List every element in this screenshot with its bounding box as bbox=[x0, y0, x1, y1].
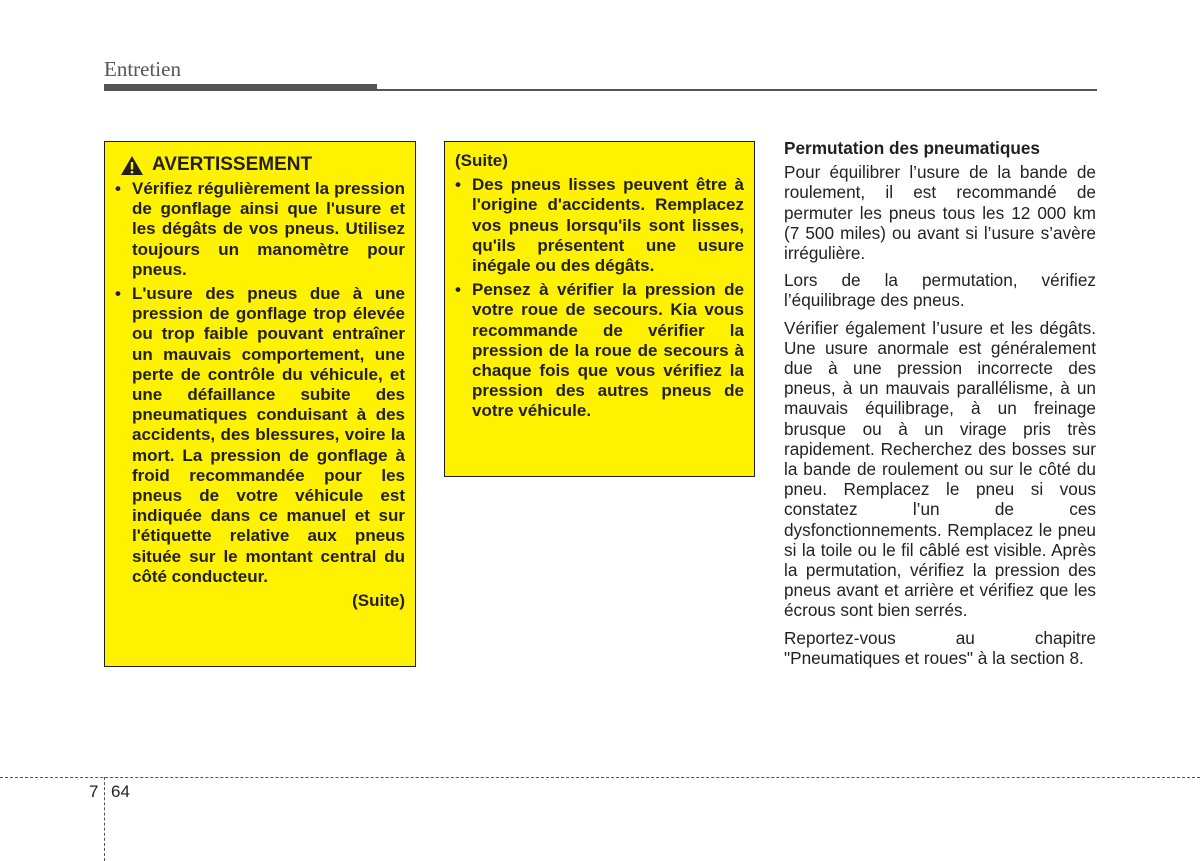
warning-heading bbox=[120, 155, 405, 176]
section-heading: Permutation des pneumatiques bbox=[784, 138, 1040, 158]
paragraph: Pour équilibrer l’usure de la bande de roulement, il est recommandé de permuter les pneus tous les 12 000 km (7 500 miles) ou avant si l’usure s’avère irrégulière. bbox=[784, 162, 1096, 264]
continued-warning-box bbox=[444, 141, 755, 477]
footer-dashed-rule bbox=[0, 777, 1200, 778]
rotation-section bbox=[784, 138, 1096, 675]
continued-heading: (Suite) bbox=[455, 151, 508, 170]
warning-triangle-icon bbox=[120, 155, 144, 176]
continued-label: (Suite) bbox=[352, 591, 405, 611]
footer-dashed-divider bbox=[104, 777, 105, 861]
continued-list bbox=[455, 175, 744, 421]
warning-title: AVERTISSEMENT bbox=[152, 154, 313, 176]
warning-item: • L'usure des pneus due à une pression de gonflage trop élevée ou trop faible pouvant entraîner un mauvais comportement, une perte de contrôle du véhicule, et une défaillance subite des pneumatiques conduisant à des accidents, des blessures, voire la mort. La pression de gonflage à froid recommandée pour les pneus de votre véhicule est indiquée dans ce manuel et sur l'étiquette relative aux pneus située sur le montant central du côté conducteur. bbox=[115, 284, 405, 587]
warning-item: • Des pneus lisses peuvent être à l'origine d'accidents. Remplacez vos pneus lorsqu'ils sont lisses, qu'ils présentent une usure inégale ou des dégâts. bbox=[455, 175, 744, 276]
section-title: Entretien bbox=[104, 57, 181, 81]
warning-list bbox=[115, 179, 405, 587]
header-rule bbox=[104, 89, 1097, 91]
warning-item: • Pensez à vérifier la pression de votre roue de secours. Kia vous recommande de vérifier la pression de la roue de secours à chaque fois que vous vérifiez la pression des autres pneus de votre véhicule. bbox=[455, 280, 744, 421]
paragraph: Reportez-vous au chapitre "Pneumatiques et roues" à la section 8. bbox=[784, 627, 1096, 668]
warning-box bbox=[104, 141, 416, 667]
page-number: 64 bbox=[111, 782, 130, 801]
warning-item: • Vérifiez régulièrement la pression de gonflage ainsi que l'usure et les dégâts de vos pneus. Utilisez toujours un manomètre pour pneus. bbox=[115, 179, 405, 280]
chapter-number: 7 bbox=[89, 782, 99, 801]
paragraph: Vérifier également l’usure et les dégâts. Une usure anormale est généralement due à une pression incorrecte des pneus, à un mauvais parallélisme, à un mauvais équilibrage, à un freinage brusque ou à un virage pris très rapidement. Recherchez des bosses sur la bande de roulement ou sur le côté du pneu. Remplacez le pneu si vous constatez l’un de ces dysfonctionnements. Remplacez le pneu si la toile ou le fil câblé est visible. Après la permutation, vérifiez la pression des pneus avant et arrière et vérifiez que les écrous sont bien serrés. bbox=[784, 317, 1096, 621]
paragraph: Lors de la permutation, vérifiez l’équilibrage des pneus. bbox=[784, 270, 1096, 311]
